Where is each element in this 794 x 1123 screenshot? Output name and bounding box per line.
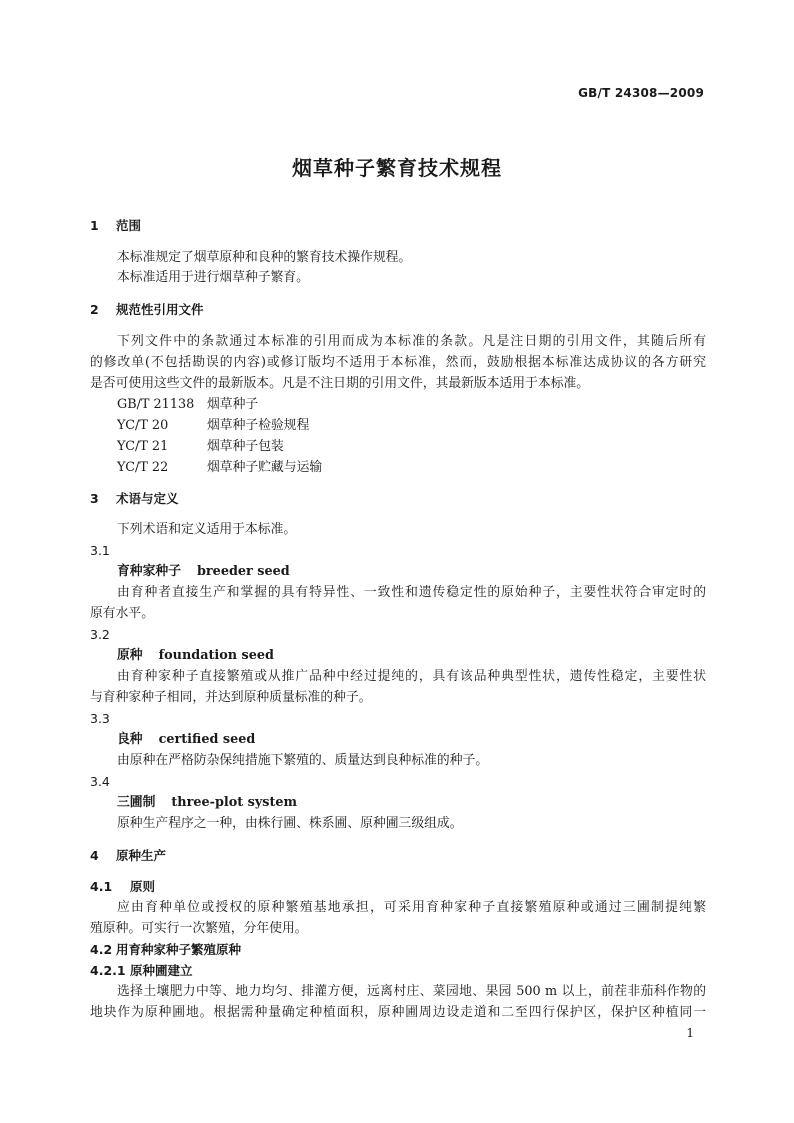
paragraph-line: 地块作为原种圃地。根据需种量确定种植面积，原种圃周边设走道和二至四行保护区，保护区种植同一: [90, 1005, 706, 1020]
term-en: breeder seed: [196, 564, 290, 579]
section-3-heading: [90, 489, 706, 509]
term-number: 3.3: [90, 711, 110, 726]
paragraph-line: 的修改单(不包括勘误的内容)或修订版均不适用于本标准，然而，鼓励根据本标准达成协议的各方研究: [90, 355, 706, 370]
term-zh: 育种家种子: [117, 564, 181, 579]
paragraph: 本标准规定了烟草原种和良种的繁育技术操作规程。: [117, 250, 412, 265]
reference-item: [117, 416, 706, 436]
term-number: 3.4: [90, 774, 110, 789]
clause-number: 4.2: [90, 942, 113, 957]
term-zh: 良种: [117, 732, 143, 747]
term-definition: 原有水平。: [90, 606, 154, 621]
reference-code: YC/T 22: [117, 460, 169, 475]
term-definition: 由育种者直接生产和掌握的具有特异性、一致性和遗传稳定性的原始种子，主要性状符合审定时的: [117, 585, 706, 600]
term-en: three-plot system: [171, 795, 298, 810]
reference-item: [117, 395, 706, 415]
page-number: 1: [686, 1026, 694, 1040]
term-zh: 原种: [117, 648, 143, 663]
reference-title: 烟草种子贮藏与运输: [207, 460, 323, 475]
clause-number: 4.2.1: [90, 963, 126, 978]
paragraph: 下列术语和定义适用于本标准。: [117, 522, 297, 537]
paragraph-line: 是否可使用这些文件的最新版本。凡是不注日期的引用文件，其最新版本适用于本标准。: [90, 376, 590, 391]
term-number: 3.2: [90, 627, 110, 642]
section-2-heading: [90, 300, 706, 320]
document-title: 烟草种子繁育技术规程: [292, 156, 502, 180]
term-en: foundation seed: [158, 648, 274, 663]
section-number: 4: [90, 848, 99, 863]
reference-code: YC/T 21: [117, 439, 169, 454]
reference-code: YC/T 20: [117, 418, 169, 433]
reference-code: GB/T 21138: [117, 397, 195, 412]
term-definition: 与育种家种子相同，并达到原种质量标准的种子。: [90, 690, 372, 705]
term-zh: 三圃制: [117, 795, 156, 810]
section-title: 原种生产: [116, 848, 167, 863]
section-title: 规范性引用文件: [116, 302, 204, 317]
paragraph-line: 选择土壤肥力中等、地力均匀、排灌方便，远离村庄、菜园地、果园 500 m 以上，前茬非茄科作物的: [117, 984, 706, 999]
term-definition: 由育种家种子直接繁殖或从推广品种中经过提纯的，具有该品种典型性状，遗传性稳定，主要性状: [117, 669, 706, 684]
section-title: 范围: [116, 218, 142, 233]
section-1-heading: [90, 216, 706, 236]
term-definition: 由原种在严格防杂保纯措施下繁殖的、质量达到良种标准的种子。: [117, 753, 489, 768]
reference-title: 烟草种子检验规程: [207, 418, 310, 433]
section-number: 3: [90, 491, 99, 506]
clause-title: 用育种家种子繁殖原种: [116, 942, 242, 957]
term-number: 3.1: [90, 543, 110, 558]
reference-title: 烟草种子: [207, 397, 259, 412]
section-number: 1: [90, 218, 99, 233]
paragraph-line: 下列文件中的条款通过本标准的引用而成为本标准的条款。凡是注日期的引用文件，其随后所有: [117, 334, 706, 349]
term-name: [117, 646, 706, 666]
term-en: certified seed: [158, 732, 256, 747]
reference-title: 烟草种子包装: [207, 439, 284, 454]
clause-4-1-heading: [90, 877, 706, 897]
standard-code: GB/T 24308—2009: [578, 86, 704, 100]
term-name: [117, 730, 706, 750]
clause-title: 原种圃建立: [130, 963, 193, 978]
clause-title: 原则: [130, 879, 156, 894]
term-definition: 原种生产程序之一种，由株行圃、株系圃、原种圃三级组成。: [117, 816, 463, 831]
paragraph: 本标准适用于进行烟草种子繁育。: [117, 270, 309, 285]
section-title: 术语与定义: [116, 491, 179, 506]
term-name: [117, 562, 706, 582]
clause-4-2-1-heading: [90, 961, 706, 981]
reference-item: [117, 437, 706, 457]
section-4-heading: [90, 846, 706, 866]
paragraph-line: 应由育种单位或授权的原种繁殖基地承担，可采用育种家种子直接繁殖原种或通过三圃制提纯繁: [117, 900, 706, 915]
reference-item: [117, 458, 706, 478]
paragraph-line: 殖原种。可实行一次繁殖，分年使用。: [90, 921, 308, 936]
term-name: [117, 793, 706, 813]
clause-number: 4.1: [90, 879, 113, 894]
clause-4-2-heading: [90, 940, 706, 960]
section-number: 2: [90, 302, 99, 317]
